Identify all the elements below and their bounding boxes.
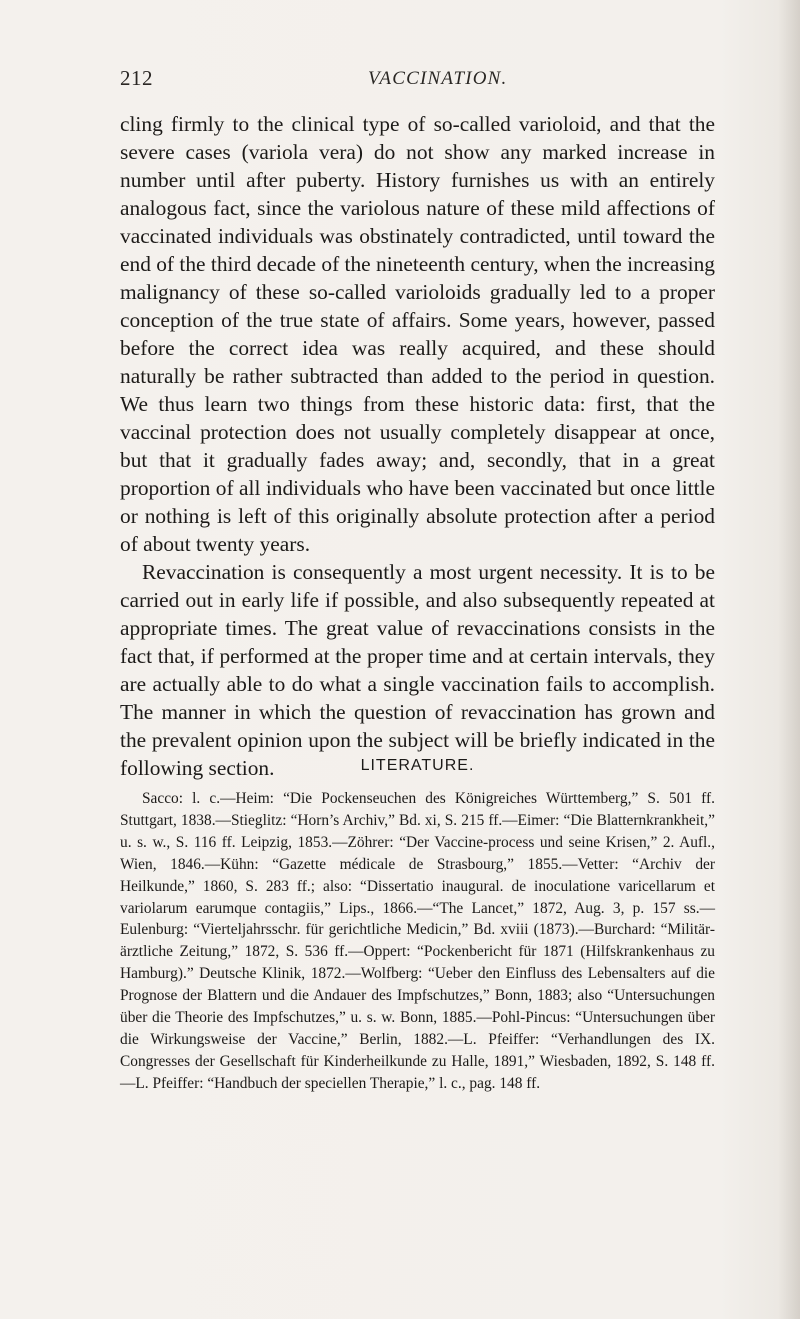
paragraph: cling firmly to the clinical type of so-called varioloid, and that the severe cases (variola vera) do not show any marked increase in number until after puberty. History furnishes us with an entirely analogous fact, since the variolous nature of these mild affections of vaccinated individuals was obstinately contradicted, until toward the end of the third decade of the nineteenth century, when the increasing malignancy of these so-called varioloids gradually led to a proper conception of the true state of affairs. Some years, however, passed before the correct idea was really acquired, and these should naturally be rather subtracted than added to the period in question. We thus learn two things from these historic data: first, that the vaccinal protection does not usually completely disappear at once, but that it gradually fades away; and, secondly, that in a great proportion of all individuals who have been vaccinated but once little or nothing is left of this originally absolute protection after a period of about twenty years. [120, 112, 715, 556]
page-edge-shadow [778, 0, 800, 1319]
paragraph: Revaccination is consequently a most urgent necessity. It is to be carried out in early life if possible, and also subsequently repeated at appropriate times. The great value of revaccinations consists in the fact that, if performed at the proper time and at certain intervals, they are actually able to do what a single vaccination fails to accomplish. The manner in which the question of revaccination has grown and the prevalent opinion upon the subject will be briefly indicated in the following section. [120, 560, 715, 780]
page-number: 212 [120, 66, 153, 90]
literature-references: Sacco: l. c.—Heim: “Die Pockenseuchen des Königreiches Württemberg,” S. 501 ff. Stuttgart, 1838.—Stieglitz: “Horn’s Archiv,” Bd. xi, S. 215 ff.—Eimer: “Die Blatternkrankheit,” u. s. w., S. 116 ff. Leipzig, 1853.—Zöhrer: “Der Vaccine-process und seine Krisen,” 2. Aufl., Wien, 1846.—Kühn: “Gazette médicale de Strasbourg,” 1855.—Vetter: “Archiv der Heilkunde,” 1860, S. 283 ff.; also: “Dissertatio inaugural. de inoculatione varicellarum et variolarum earumque contagiis,” Lips., 1866.—“The Lancet,” 1872, Aug. 3, p. 157 ss.—Eulenburg: “Vierteljahrsschr. für gerichtliche Medicin,” Bd. xviii (1873).—Burchard: “Militär-ärztliche Zeitung,” 1872, S. 536 ff.—Oppert: “Pockenbericht für 1871 (Hilfskrankenhaus zu Hamburg).” Deutsche Klinik, 1872.—Wolfberg: “Ueber den Einfluss des Lebensalters auf die Prognose der Blattern und die Andauer des Impfschutzes,” Bonn, 1883; also “Untersuchungen über die Theorie des Impfschutzes,” u. s. w. Bonn, 1885.—Pohl-Pincus: “Untersuchungen über die Wirkungsweise der Vaccine,” Berlin, 1882.—L. Pfeiffer: “Verhandlungen des IX. Congresses der Gesellschaft für Kinderheilkunde zu Halle, 1891,” Wiesbaden, 1892, S. 148 ff.—L. Pfeiffer: “Handbuch der speciellen Therapie,” l. c., pag. 148 ff. [120, 790, 715, 1092]
running-head: VACCINATION. [368, 68, 508, 89]
page-header [120, 66, 710, 96]
literature-heading: LITERATURE. [360, 757, 475, 774]
body-text [120, 110, 715, 782]
